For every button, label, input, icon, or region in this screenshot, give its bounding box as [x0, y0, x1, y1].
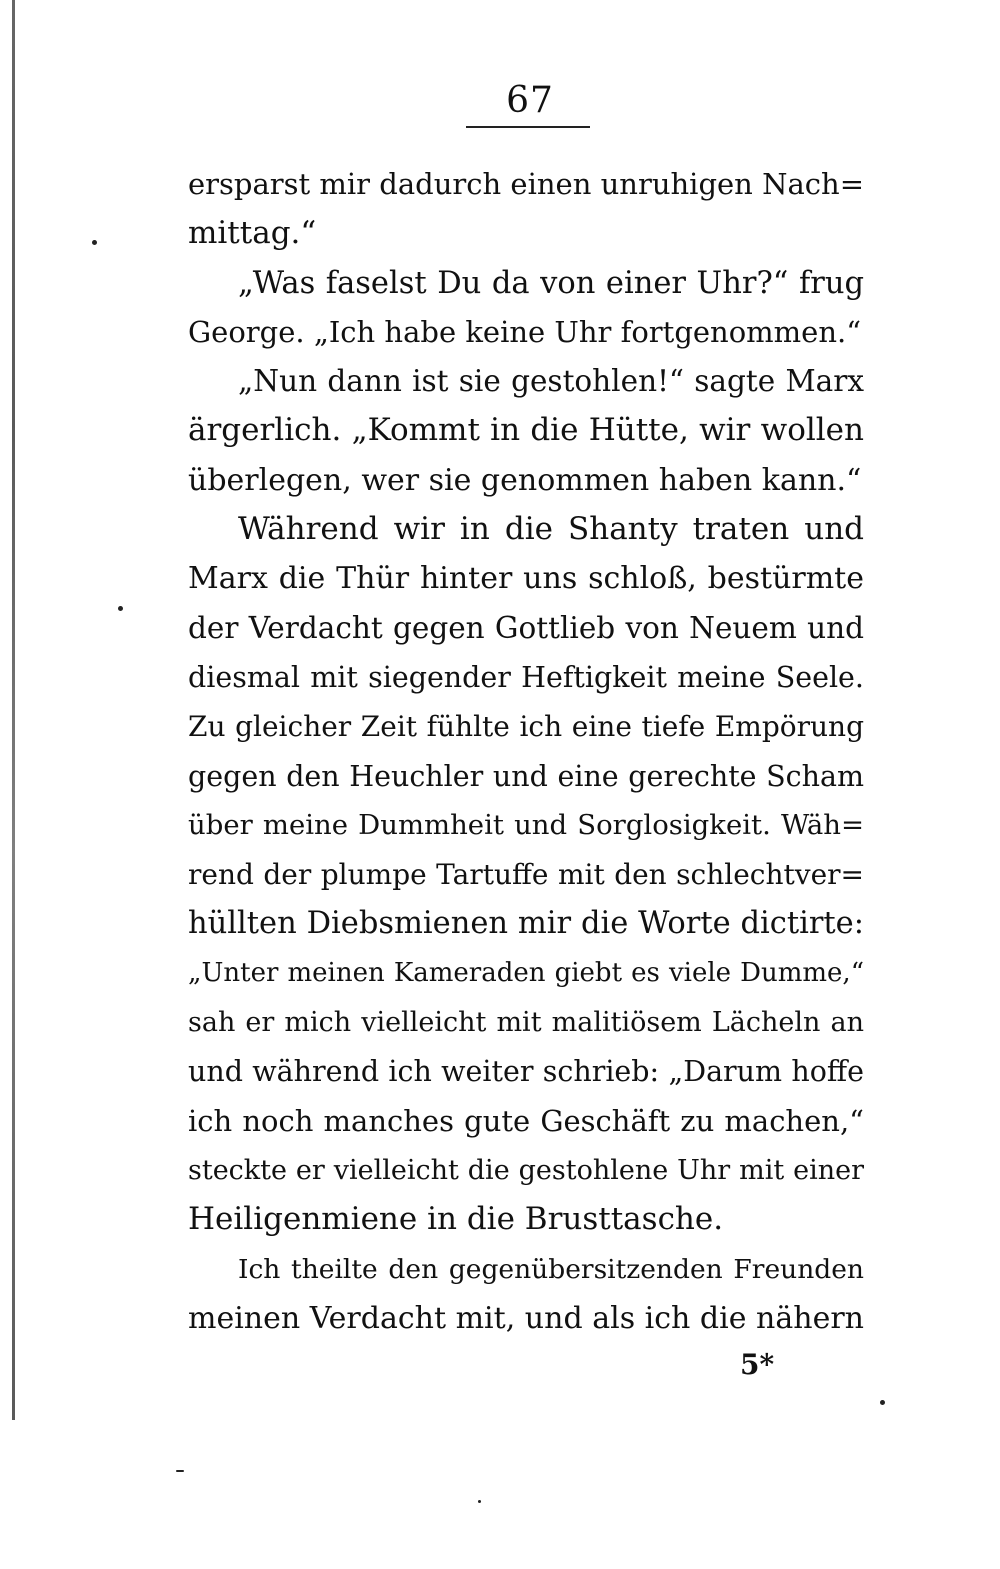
text-line: gegen den Heuchler und eine gerechte Scham — [188, 759, 864, 793]
text-line: Während wir in die Shanty traten und — [238, 511, 864, 548]
body-text — [188, 160, 864, 1343]
text-line: mittag.“ — [188, 215, 317, 252]
page-number: 67 — [506, 80, 554, 121]
text-line: rend der plumpe Tartuffe mit den schlechtver= — [188, 858, 864, 892]
text-line: meinen Verdacht mit, und als ich die nähern — [188, 1300, 864, 1336]
text-line: Heiligenmiene in die Brusttasche. — [188, 1201, 724, 1238]
text-line: Ich theilte den gegenübersitzenden Freunden — [238, 1253, 864, 1285]
scan-speck — [880, 1400, 885, 1405]
page-binding-edge — [12, 0, 15, 1420]
text-line: diesmal mit siegender Heftigkeit meine Seele. — [188, 660, 864, 694]
text-line: „Unter meinen Kameraden giebt es viele Dumme,“ — [188, 957, 864, 988]
text-line: und während ich weiter schrieb: „Darum hoffe — [188, 1055, 864, 1089]
header-rule — [466, 126, 590, 128]
text-line: Zu gleicher Zeit fühlte ich eine tiefe Empörung — [188, 710, 864, 744]
text-line: der Verdacht gegen Gottlieb von Neuem und — [188, 610, 864, 645]
scan-speck — [118, 606, 123, 611]
text-line: über meine Dummheit und Sorglosigkeit. Wäh= — [188, 808, 864, 841]
text-line: hüllten Diebsmienen mir die Worte dictirte: — [188, 906, 864, 942]
scan-speck — [478, 1500, 481, 1503]
scan-speck — [176, 1470, 184, 1472]
text-line: überlegen, wer sie genommen haben kann.“ — [188, 462, 862, 498]
text-line: sah er mich vielleicht mit malitiösem Lächeln an — [188, 1007, 864, 1039]
scan-speck — [92, 240, 97, 245]
text-line: ärgerlich. „Kommt in die Hütte, wir wollen — [188, 412, 864, 449]
text-line: „Was faselst Du da von einer Uhr?“ frug — [238, 265, 864, 301]
text-line: George. „Ich habe keine Uhr fortgenommen.“ — [188, 314, 862, 349]
text-line: ich noch manches gute Geschäft zu machen,“ — [188, 1103, 864, 1138]
text-line: ersparst mir dadurch einen unruhigen Nach= — [188, 167, 864, 201]
signature-mark: 5* — [740, 1348, 775, 1381]
text-line: Marx die Thür hinter uns schloß, bestürmte — [188, 561, 864, 597]
text-line: „Nun dann ist sie gestohlen!“ sagte Marx — [238, 364, 864, 399]
text-line: steckte er vielleicht die gestohlene Uhr mit einer — [188, 1154, 864, 1186]
